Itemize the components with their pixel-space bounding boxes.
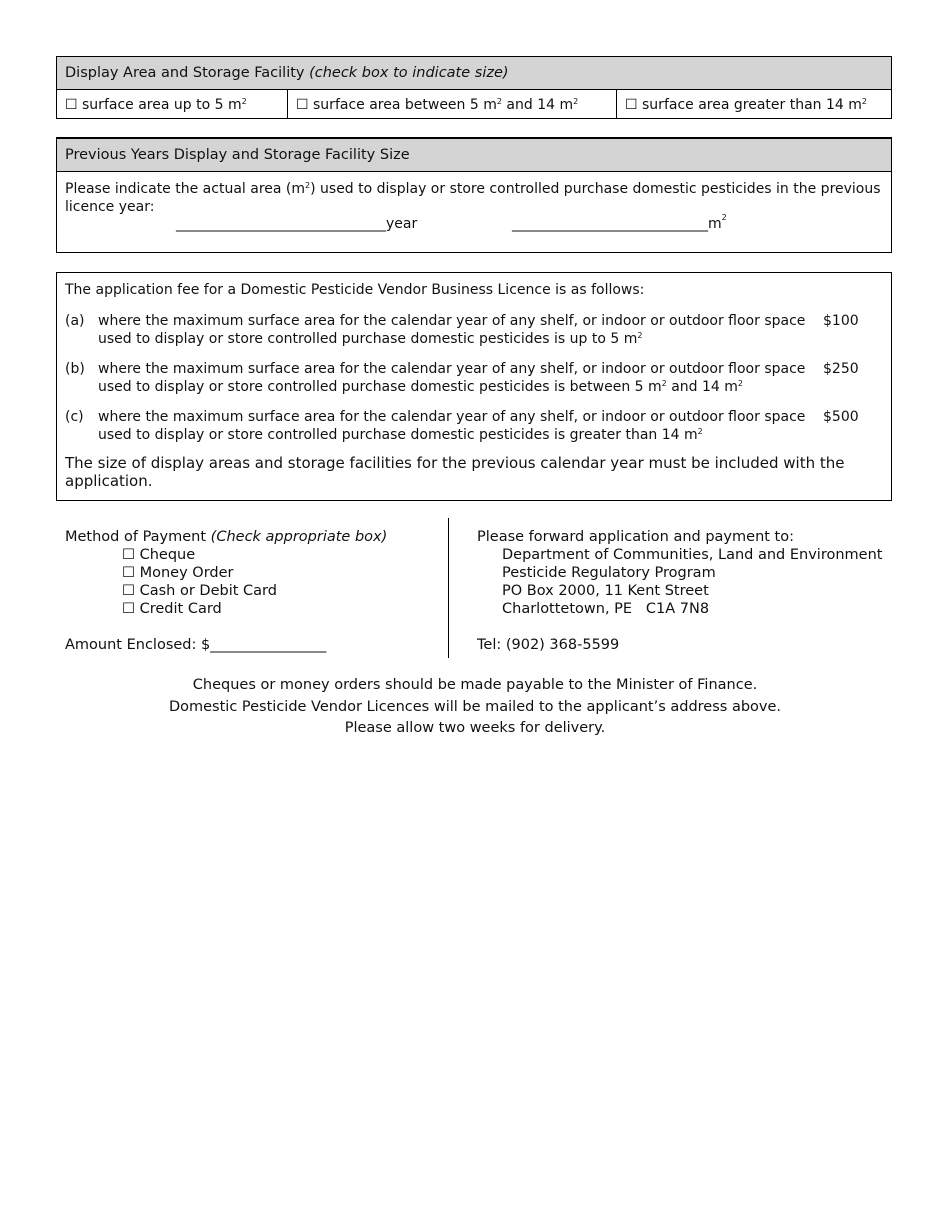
payment-option-cash-debit[interactable]: ☐ Cash or Debit Card bbox=[122, 583, 277, 599]
amount-enclosed-field[interactable]: Amount Enclosed: $________________ bbox=[65, 637, 327, 653]
fee-item-a: (a) where the maximum surface area for the calendar year of any shelf, or indoor or outdoor floor space used to display or store controlled purchase domestic pesticides is up to 5 $m^2$ $100 bbox=[65, 312, 883, 348]
previous-years-section bbox=[56, 137, 892, 253]
size-options-row bbox=[57, 90, 891, 119]
checkbox-icon[interactable]: ☐ bbox=[122, 547, 135, 563]
note-line: Cheques or money orders should be made payable to the Minister of Finance. bbox=[192, 677, 758, 693]
fee-amount: $250 bbox=[823, 361, 859, 377]
payment-option-credit-card[interactable]: ☐ Credit Card bbox=[122, 601, 222, 617]
address-line: Charlottetown, PE C1A 7N8 bbox=[502, 601, 710, 617]
fee-item-c: (c) where the maximum surface area for the calendar year of any shelf, or indoor or outdoor floor space used to display or store controlled purchase domestic pesticides is greater than 14 $m^2$ $500 bbox=[65, 408, 883, 444]
size-option-greater-than-14[interactable]: ☐ surface area greater than 14 $m^2$ bbox=[616, 90, 891, 119]
telephone: Tel: (902) 368-5599 bbox=[477, 637, 620, 653]
address-line: Pesticide Regulatory Program bbox=[502, 565, 716, 581]
display-area-header: Display Area and Storage Facility (check box to indicate size) bbox=[57, 57, 891, 90]
fees-note: The size of display areas and storage facilities for the previous calendar year must be included with the application. bbox=[65, 454, 845, 490]
checkbox-icon[interactable]: ☐ bbox=[122, 583, 135, 599]
forward-title: Please forward application and payment to: bbox=[477, 529, 794, 545]
payment-notes bbox=[0, 675, 950, 740]
previous-years-fields bbox=[57, 213, 891, 246]
payment-option-cheque[interactable]: ☐ Cheque bbox=[122, 547, 196, 563]
forward-address-section bbox=[448, 518, 888, 658]
payment-option-money-order[interactable]: ☐ Money Order bbox=[122, 565, 234, 581]
size-option-up-to-5[interactable]: ☐ surface area up to 5 $m^2$ bbox=[65, 97, 247, 113]
payment-method-section bbox=[56, 518, 449, 658]
checkbox-icon[interactable]: ☐ bbox=[296, 97, 309, 113]
fees-intro: The application fee for a Domestic Pesticide Vendor Business Licence is as follows: bbox=[65, 282, 645, 298]
fee-item-b: (b) where the maximum surface area for the calendar year of any shelf, or indoor or outdoor floor space used to display or store controlled purchase domestic pesticides is between 5 $m^2$ and 14 $m^2$ $250 bbox=[65, 360, 883, 396]
previous-years-instruction: Please indicate the actual area $(m^2)$ used to display or store controlled purchase domestic pesticides in the previous licence year: bbox=[65, 181, 881, 215]
address-line: Department of Communities, Land and Environment bbox=[502, 547, 883, 563]
area-field[interactable]: $\_\_\_\_\_\_\_\_\_\_\_\_\_\_\_\_\_\_\_\_\_\_\_\_\_\_\_\_m^2$ bbox=[512, 213, 727, 232]
checkbox-icon[interactable]: ☐ bbox=[65, 97, 78, 113]
note-line: Please allow two weeks for delivery. bbox=[344, 720, 606, 736]
payment-method-title: Method of Payment (Check appropriate box) bbox=[65, 529, 388, 545]
fee-amount: $500 bbox=[823, 409, 859, 425]
note-line: Domestic Pesticide Vendor Licences will be mailed to the applicant’s address above. bbox=[168, 698, 782, 715]
address-line: PO Box 2000, 11 Kent Street bbox=[502, 583, 709, 599]
fees-section bbox=[56, 272, 892, 501]
year-field[interactable]: ______________________________year bbox=[176, 216, 418, 232]
checkbox-icon[interactable]: ☐ bbox=[122, 565, 135, 581]
size-option-5-to-14[interactable]: ☐ surface area between 5 $m^2$ and 14 $m^2$ bbox=[287, 90, 616, 119]
previous-years-header: Previous Years Display and Storage Facility Size bbox=[57, 139, 891, 172]
checkbox-icon[interactable]: ☐ bbox=[122, 601, 135, 617]
checkbox-icon[interactable]: ☐ bbox=[625, 97, 638, 113]
fee-amount: $100 bbox=[823, 313, 859, 329]
display-area-section bbox=[56, 56, 892, 119]
